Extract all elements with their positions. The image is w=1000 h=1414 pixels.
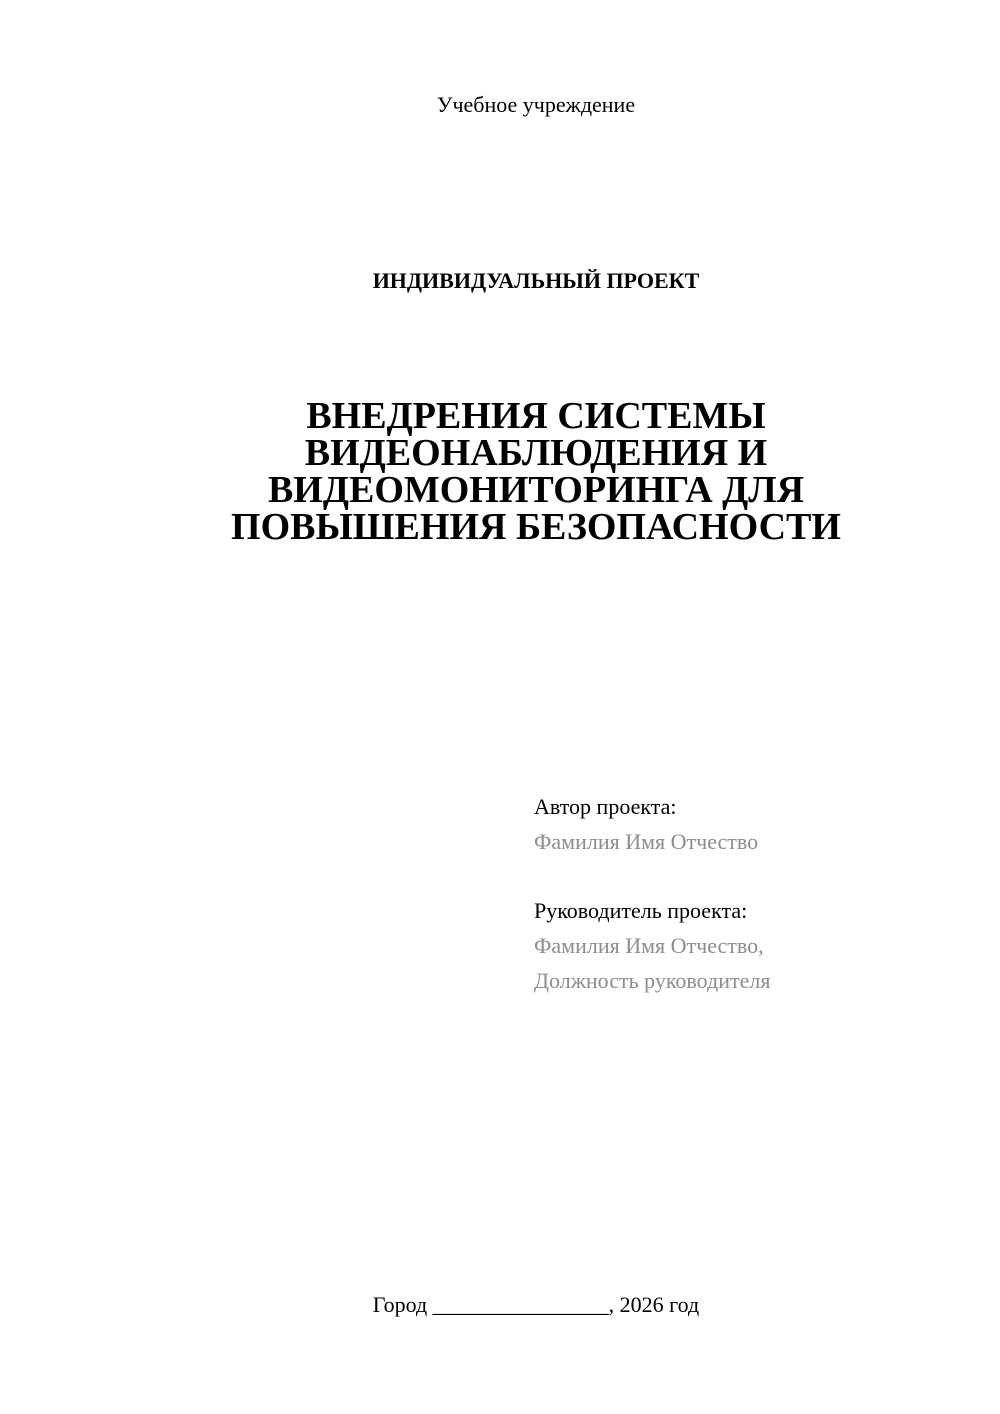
title-line: ПОВЫШЕНИЯ БЕЗОПАСНОСТИ bbox=[231, 506, 841, 548]
title-line: ВИДЕОНАБЛЮДЕНИЯ И bbox=[304, 432, 768, 474]
city-year-line: Город ________________, 2026 год bbox=[372, 1292, 700, 1317]
author-name-placeholder: Фамилия Имя Отчество bbox=[534, 829, 759, 854]
supervisor-label: Руководитель проекта: bbox=[534, 898, 748, 923]
title-line: ВНЕДРЕНИЯ СИСТЕМЫ bbox=[306, 395, 766, 437]
supervisor-block bbox=[534, 893, 974, 998]
project-type-heading: ИНДИВИДУАЛЬНЫЙ ПРОЕКТ bbox=[372, 268, 700, 293]
supervisor-position-placeholder: Должность руководителя bbox=[534, 968, 771, 993]
supervisor-name-placeholder: Фамилия Имя Отчество, bbox=[534, 933, 764, 958]
title-line: ВИДЕОМОНИТОРИНГА ДЛЯ bbox=[267, 469, 805, 511]
author-label: Автор проекта: bbox=[534, 794, 677, 819]
author-block bbox=[534, 789, 974, 859]
institution-name: Учебное учреждение bbox=[436, 92, 636, 117]
project-title bbox=[150, 395, 922, 548]
